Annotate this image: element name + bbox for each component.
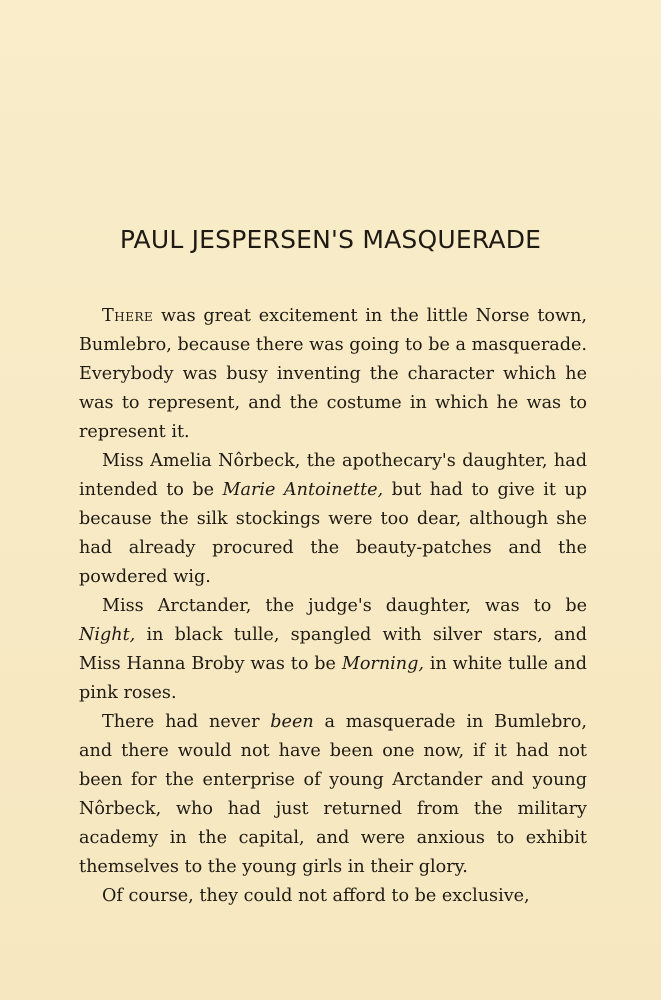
paragraph-2-italic: Marie Antoinette, [222, 480, 384, 500]
paragraph-1-lead: There [102, 306, 154, 326]
paragraph-1 [79, 302, 587, 447]
chapter-title: PAUL JESPERSEN'S MASQUERADE [119, 225, 542, 254]
paragraph-3-italic-1: Night, [79, 625, 136, 645]
paragraph-4 [79, 708, 587, 882]
paragraph-3-part2: in black tulle, spangled with silver stars, and Miss Hanna Broby was to be [79, 625, 587, 674]
paragraph-4-part1: There had never [102, 712, 271, 732]
paragraph-4-italic: been [270, 712, 314, 732]
paragraph-1-text: was great excitement in the little Norse town, Bumlebro, because there was going to be a masquerade. Everybody was busy inventing the character which he was to represent, and the costume in which he was to represent it. [79, 306, 587, 442]
paragraph-3-italic-2: Morning, [341, 654, 424, 674]
paragraph-3-part3: in white tulle and pink roses. [79, 654, 587, 703]
chapter-body [79, 302, 587, 911]
paragraph-3 [79, 592, 587, 708]
paragraph-2 [79, 447, 587, 592]
paragraph-5-text: Of course, they could not afford to be exclusive, [102, 886, 530, 906]
paragraph-4-part2: a masquerade in Bumlebro, and there would not have been one now, if it had not been for the enterprise of young Arctander and young Nôrbeck, who had just returned from the military academy in the capital, and were anxious to exhibit themselves to the young girls in their glory. [79, 712, 587, 877]
paragraph-2-part2: but had to give it up because the silk stockings were too dear, although she had already procured the beauty-patches and the powdered wig. [79, 480, 587, 587]
paragraph-3-part1: Miss Arctander, the judge's daughter, was to be [102, 596, 587, 616]
paragraph-2-part1: Miss Amelia Nôrbeck, the apothecary's daughter, had intended to be [79, 451, 587, 500]
paragraph-5 [79, 882, 587, 911]
